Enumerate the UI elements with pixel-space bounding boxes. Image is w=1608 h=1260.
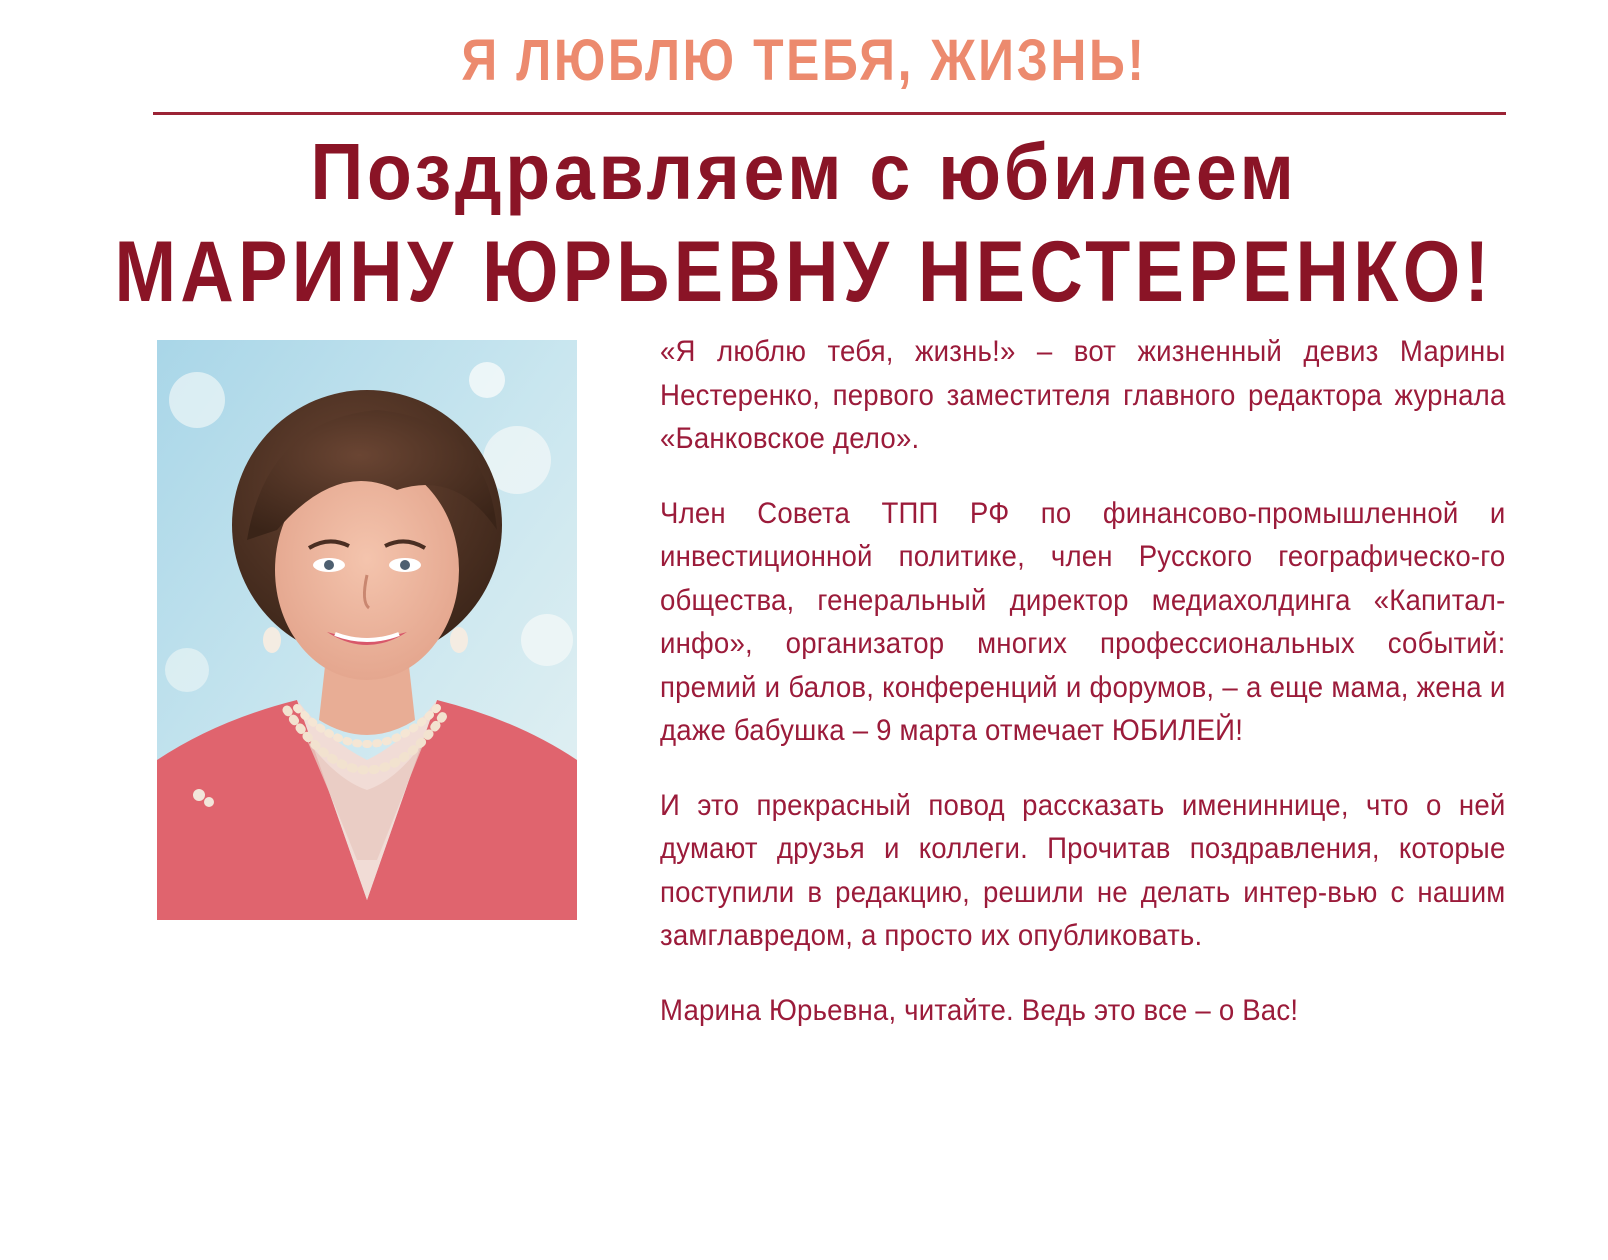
article-paragraph: И это прекрасный повод рассказать имениннице, что о ней думают друзья и коллеги. Прочитав поздравления, которые поступили в редакцию, решили не делать интер-вью с нашим замглавредом, а просто их опубликовать. [660,788,1506,952]
headline-line-2: МАРИНУ ЮРЬЕВНУ НЕСТЕРЕНКО! [114,224,1494,320]
header-divider [153,112,1506,115]
article-paragraph: «Я люблю тебя, жизнь!» – вот жизненный девиз Марины Нестеренко, первого заместителя главного редактора журнала «Банковское дело». [660,335,1506,455]
article-paragraph: Марина Юрьевна, читайте. Ведь это все – о Вас! [660,993,1299,1027]
section-kicker: Я ЛЮБЛЮ ТЕБЯ, ЖИЗНЬ! [461,28,1147,93]
headline-line-1: Поздравляем с юбилеем [310,127,1298,216]
article-body [660,330,1506,1063]
article-paragraph: Член Совета ТПП РФ по финансово-промышленной и инвестиционной политике, член Русского географическо-го общества, генеральный директор медиахолдинга «Капитал-инфо», организатор многих профессиональных событий: премий и балов, конференций и форумов, – а еще мама, жена и даже бабушка – 9 марта отмечает ЮБИЛЕЙ! [660,496,1506,747]
portrait-photo [157,340,577,920]
